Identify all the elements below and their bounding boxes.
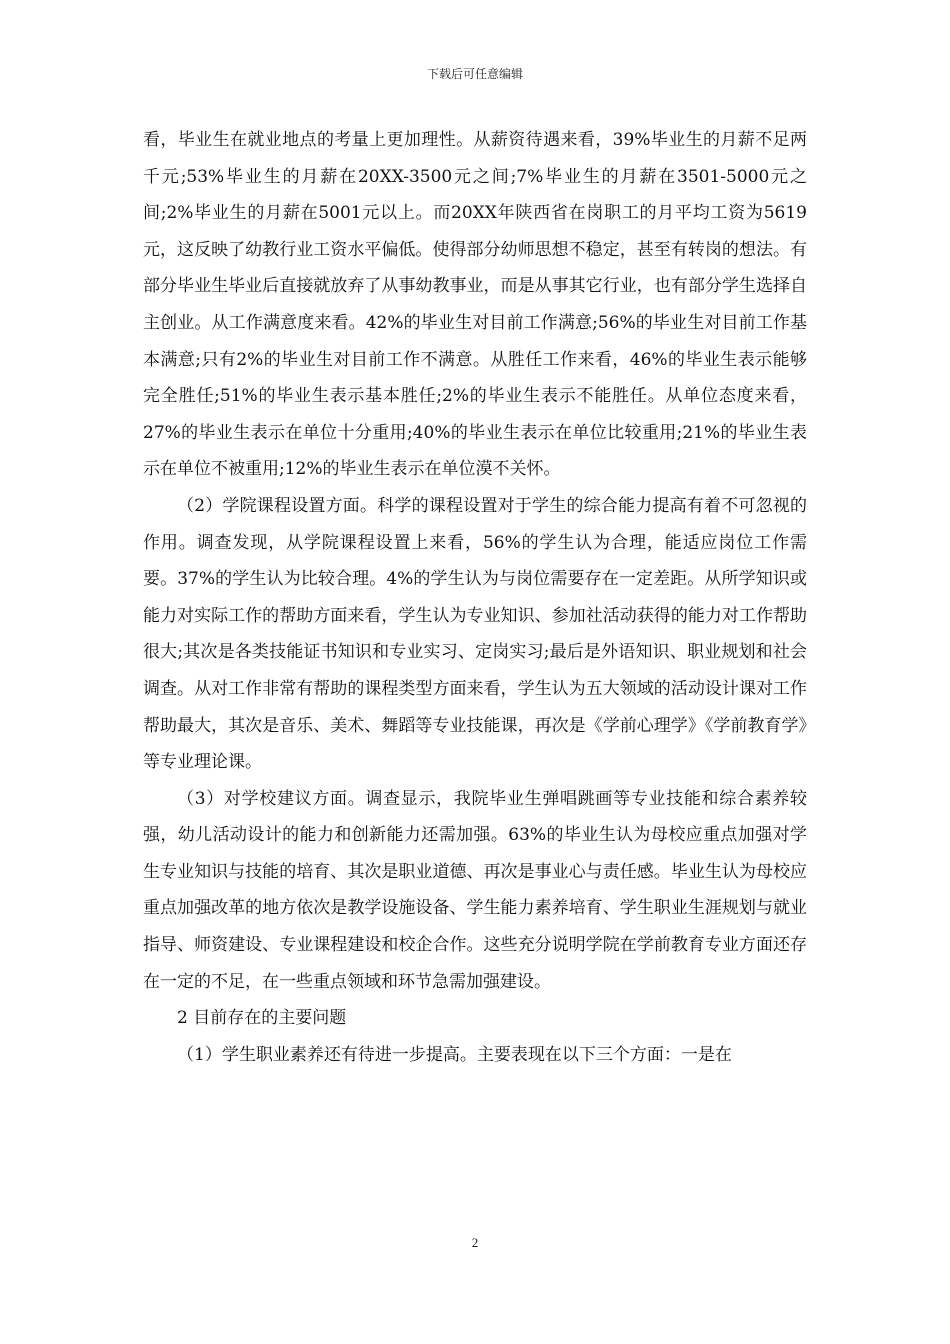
paragraph-employment-stats: 看，毕业生在就业地点的考量上更加理性。从薪资待遇来看，39%毕业生的月薪不足两千元;53%毕业生的月薪在20XX-3500元之间;7%毕业生的月薪在3501-5000元之间;2%毕业生的月薪在5001元以上。而20XX年陕西省在岗职工的月平均工资为5619元，这反映了幼教行业工资水平偏低。使得部分幼师思想不稳定，甚至有转岗的想法。有部分毕业生毕业后直接就放弃了从事幼教事业，而是从事其它行业，也有部分学生选择自主创业。从工作满意度来看。42%的毕业生对目前工作满意;56%的毕业生对目前工作基本满意;只有2%的毕业生对目前工作不满意。从胜任工作来看，46%的毕业生表示能够完全胜任;51%的毕业生表示基本胜任;2%的毕业生表示不能胜任。从单位态度来看，27%的毕业生表示在单位十分重用;40%的毕业生表示在单位比较重用;21%的毕业生表示在单位不被重用;12%的毕业生表示在单位漠不关怀。 xyxy=(143,130,808,480)
document-body xyxy=(143,122,807,1073)
paragraph-curriculum: （2）学院课程设置方面。科学的课程设置对于学生的综合能力提高有着不可忽视的作用。调查发现，从学院课程设置上来看，56%的学生认为合理，能适应岗位工作需要。37%的学生认为比较合理。4%的学生认为与岗位需要存在一定差距。从所学知识或能力对实际工作的帮助方面来看，学生认为专业知识、参加社活动获得的能力对工作帮助很大;其次是各类技能证书知识和专业实习、定岗实习;最后是外语知识、职业规划和社会调查。从对工作非常有帮助的课程类型方面来看，学生认为五大领域的活动设计课对工作帮助最大，其次是音乐、美术、舞蹈等专业技能课，再次是《学前心理学》《学前教育学》等专业理论课。 xyxy=(143,495,807,773)
paragraph-suggestions: （3）对学校建议方面。调查显示，我院毕业生弹唱跳画等专业技能和综合素养较强，幼儿活动设计的能力和创新能力还需加强。63%的毕业生认为母校应重点加强对学生专业知识与技能的培育、其次是职业道德、再次是事业心与责任感。毕业生认为母校应重点加强改革的地方依次是教学设施设备、学生能力素养培育、学生职业生涯规划与就业指导、师资建设、专业课程建设和校企合作。这些充分说明学院在学前教育专业方面还存在一定的不足，在一些重点领域和环节急需加强建设。 xyxy=(143,788,807,992)
section-heading-main-problems: 2 目前存在的主要问题 xyxy=(177,1008,347,1029)
page-header: 下载后可任意编辑 xyxy=(426,67,523,81)
paragraph-professional-quality: （1）学生职业素养还有待进一步提高。主要表现在以下三个方面：一是在 xyxy=(177,1044,732,1065)
page-number: 2 xyxy=(471,1235,479,1250)
